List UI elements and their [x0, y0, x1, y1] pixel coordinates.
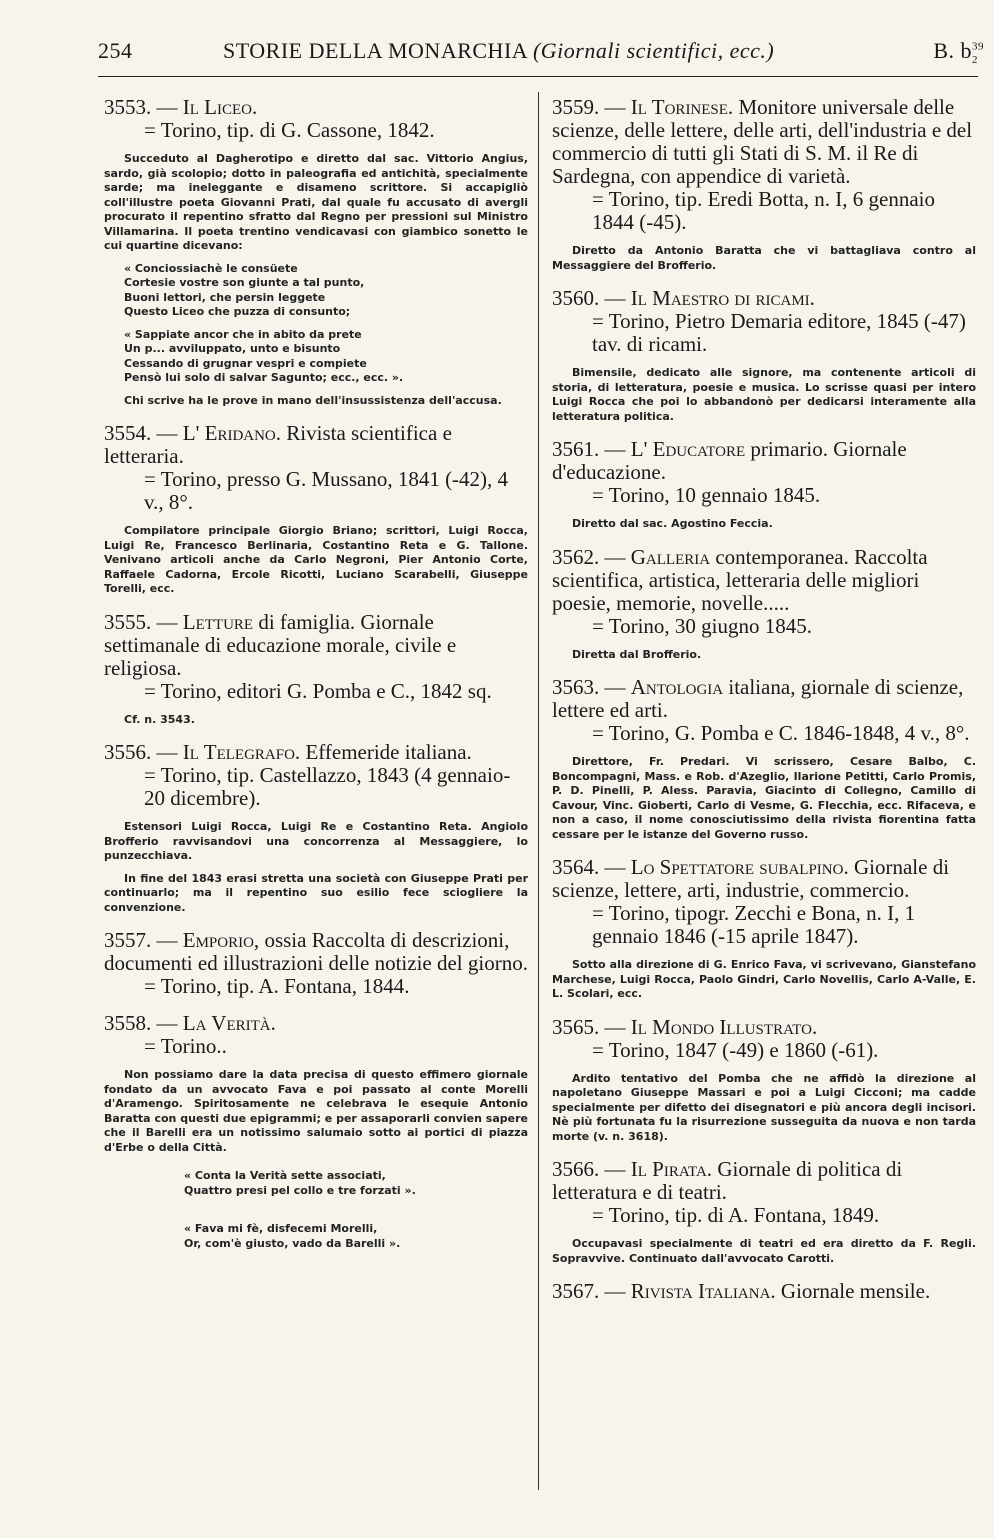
- entry-heading: 3554. — L' Eridano. Rivista scientifica e letteraria.: [104, 421, 452, 468]
- entry-note-2: In fine del 1843 erasi stretta una società con Giuseppe Prati per continuarlo; ma il repentino suo esilio fece sciogliere la convenzione.: [104, 871, 528, 914]
- entry-publication: = Torino, tip. di A. Fontana, 1849.: [592, 1203, 880, 1227]
- entry-publication: = Torino..: [144, 1034, 227, 1058]
- entry-3554: [104, 422, 528, 597]
- entry-heading: 3558. — La Verità.: [104, 1011, 276, 1035]
- entry-3557: [104, 929, 528, 998]
- entry-note-2: Chi scrive ha le prove in mano dell'insussistenza dell'accusa.: [124, 393, 502, 407]
- entry-publication: = Torino, 10 gennaio 1845.: [592, 483, 821, 507]
- entry-note: Estensori Luigi Rocca, Luigi Re e Costantino Reta. Angiolo Brofferio ravvisandovi una concorrenza al Messaggiere, lo punzecchiava.: [104, 820, 528, 862]
- entry-3561: [552, 438, 976, 532]
- entry-publication: = Torino, presso G. Mussano, 1841 (-42), 4 v., 8°.: [144, 467, 509, 514]
- right-column: [552, 96, 976, 1317]
- entry-3565: [552, 1016, 976, 1145]
- entry-3553: [104, 96, 528, 408]
- entry-3567: [552, 1280, 976, 1303]
- entry-3562: [552, 546, 976, 663]
- entry-note: Compilatore principale Giorgio Briano; scrittori, Luigi Rocca, Luigi Re, Francesco Berlinaria, Costantino Reta e G. Tallone. Venivano articoli anche da Carlo Negroni, Pier Antonio Corte, Raffaele Cadorna, Ercole Ricotti, Luciano Scarabelli, Giuseppe Torelli, ecc.: [104, 524, 528, 595]
- entry-heading: 3557. — Emporio, ossia Raccolta di descrizioni, documenti ed illustrazioni delle notizie del giorno.: [104, 928, 528, 975]
- verse-quatrain-1: « Conciossiachè le consüete Cortesie vostre son giunte a tal punto, Buoni lettori, che persin leggete Questo Liceo che puzza di consunto;: [124, 261, 365, 318]
- entry-heading: 3564. — Lo Spettatore subalpino. Giornale di scienze, lettere, arti, industrie, commercio.: [552, 855, 950, 902]
- entry-note: Succeduto al Dagherotipo e diretto dal sac. Vittorio Angius, sardo, già scolopio; dotto in paleografia ed antichità, specialmente sarde; ma ineleggante e disameno scrittore. Si accapigliò coll'illustre poeta Giovanni Prati, dal quale fu accusato di avergli procurato il repentino sfratto dal Regno per pressioni sul Ministro Villamarina. Il poeta trentino vendicavasi con giambico sonetto le cui quartine dicevano:: [104, 152, 528, 252]
- entry-publication: = Torino, tip. A. Fontana, 1844.: [144, 974, 410, 998]
- entry-publication: = Torino, tip. di G. Cassone, 1842.: [144, 118, 435, 142]
- page-header: [98, 38, 984, 78]
- entry-note: Cf. n. 3543.: [124, 712, 195, 726]
- epigram-2: « Fava mi fè, disfecemi Morelli, Or, com'è giusto, vado da Barelli ».: [184, 1222, 401, 1250]
- column-divider: [538, 92, 539, 1490]
- verse-quatrain-2: « Sappiate ancor che in abito da prete Un p... avviluppato, unto e bisunto Cessando di grugnar vespri e compiete Pensò lui solo di salvar Sagunto; ecc., ecc. ».: [124, 327, 404, 384]
- entry-heading: 3556. — Il Telegrafo. Effemeride italiana.: [104, 740, 472, 764]
- header-rule: [98, 76, 978, 77]
- entry-heading: 3559. — Il Torinese. Monitore universale delle scienze, delle lettere, delle arti, dell'industria e del commercio di tutti gli Stati di S. M. il Re di Sardegna, con appendice di varietà.: [552, 95, 973, 188]
- entry-3563: [552, 676, 976, 842]
- entry-publication: = Torino, 30 giugno 1845.: [592, 613, 812, 638]
- entry-note: Non possiamo dare la data precisa di questo effimero giornale fondato da un avvocato Fava e poi passato al conte Morelli d'Aramengo. Spiritosamente ne celebrava le esequie Antonio Baratta con questi due epigrammi; e per assaporarli convien sapere che il Barelli era un notissimo salumaio sotto ai portici di piazza d'Erbe o della Città.: [104, 1068, 528, 1154]
- entry-3564: [552, 856, 976, 1002]
- entry-heading: 3563. — Antologia italiana, giornale di scienze, lettere ed arti.: [552, 675, 964, 722]
- entry-note: Occupavasi specialmente di teatri ed era diretto da F. Regli. Sopravvive. Continuato dall'avvocato Carotti.: [552, 1237, 976, 1265]
- entry-note: Diretta dal Brofferio.: [572, 647, 702, 661]
- entry-publication: = Torino, tip. Eredi Botta, n. I, 6 gennaio 1844 (-45).: [592, 187, 936, 234]
- entry-note: Bimensile, dedicato alle signore, ma contenente articoli di storia, di letteratura, poesie e musica. Lo scrisse quasi per intero Luigi Rocca che poi lo abbandonò per dedicarsi interamente alla letteratura politica.: [552, 366, 976, 423]
- signature-mark: B. $b^{39}_2$: [933, 38, 984, 67]
- entry-publication: = Torino, 1847 (-49) e 1860 (-61).: [592, 1037, 879, 1062]
- page-number: 254: [98, 38, 133, 63]
- entry-note: Ardito tentativo del Pomba che ne affidò la direzione al napoletano Giuseppe Massari e poi a Luigi Cicconi; ma cadde specialmente per difetto dei disegnatori e più ancora degli incisori. Nè più fortunata fu la risurrezione susseguita da nuova e non tarda morte (v. n. 3618).: [552, 1071, 976, 1143]
- entry-3559: [552, 96, 976, 273]
- entry-heading: 3560. — Il Maestro di ricami.: [552, 286, 815, 310]
- running-title: STORIE DELLA MONARCHIA (Giornali scientifici, ecc.): [223, 38, 775, 63]
- entry-3566: [552, 1158, 976, 1266]
- entry-note: Sotto alla direzione di G. Enrico Fava, vi scrivevano, Gianstefano Marchese, Luigi Rocca, Paolo Gindri, Carlo Novellis, Carlo A-Valle, E. L. Scolari, ecc.: [552, 958, 976, 1000]
- entry-heading: 3566. — Il Pirata. Giornale di politica di letteratura e di teatri.: [552, 1157, 903, 1204]
- epigram-1: « Conta la Verità sette associati, Quattro presi pel collo e tre forzati ».: [184, 1169, 416, 1197]
- entry-heading: 3565. — Il Mondo Illustrato.: [552, 1014, 818, 1039]
- entry-note: Diretto dal sac. Agostino Feccia.: [572, 517, 773, 530]
- entry-publication: = Torino, tipogr. Zecchi e Bona, n. I, 1 gennaio 1846 (-15 aprile 1847).: [592, 901, 916, 948]
- entry-3556: [104, 741, 528, 915]
- entry-3555: [104, 611, 528, 728]
- entry-heading: 3562. — Galleria contemporanea. Raccolta scientifica, artistica, letteraria delle migliori poesie, memorie, novelle.....: [552, 544, 928, 615]
- entry-heading: 3553. — Il Liceo.: [104, 95, 258, 119]
- entry-note: Direttore, Fr. Predari. Vi scrissero, Cesare Balbo, C. Boncompagni, Mass. e Rob. d'Azeglio, Ilarione Petitti, Carlo Promis, P. D. Pinelli, P. Aless. Paravia, Giacinto di Collegno, Camillo di Cavour, Vinc. Gioberti, Carlo di Vesme, G. Flecchia, ecc. Rifaceva, e non a caso, il nome conosciutissimo della rivista fiorentina fatta cessare per le istanze del Governo russo.: [552, 755, 976, 841]
- entry-publication: = Torino, tip. Castellazzo, 1843 (4 gennaio-20 dicembre).: [144, 763, 511, 810]
- entry-publication: = Torino, Pietro Demaria editore, 1845 (-47) tav. di ricami.: [592, 309, 966, 356]
- entry-publication: = Torino, editori G. Pomba e C., 1842 sq.: [144, 678, 492, 703]
- entry-heading: 3567. — Rivista Italiana. Giornale mensile.: [552, 1279, 931, 1303]
- entry-note: Diretto da Antonio Baratta che vi battagliava contro al Messaggiere del Brofferio.: [552, 244, 976, 272]
- entry-heading: 3561. — L' Educatore primario. Giornale d'educazione.: [552, 437, 907, 484]
- entry-heading: 3555. — Letture di famiglia. Giornale settimanale di educazione morale, civile e religiosa.: [104, 609, 457, 680]
- entry-3560: [552, 287, 976, 424]
- entry-publication: = Torino, G. Pomba e C. 1846-1848, 4 v., 8°.: [592, 721, 970, 745]
- left-column: [104, 96, 528, 1265]
- entry-3558: [104, 1012, 528, 1251]
